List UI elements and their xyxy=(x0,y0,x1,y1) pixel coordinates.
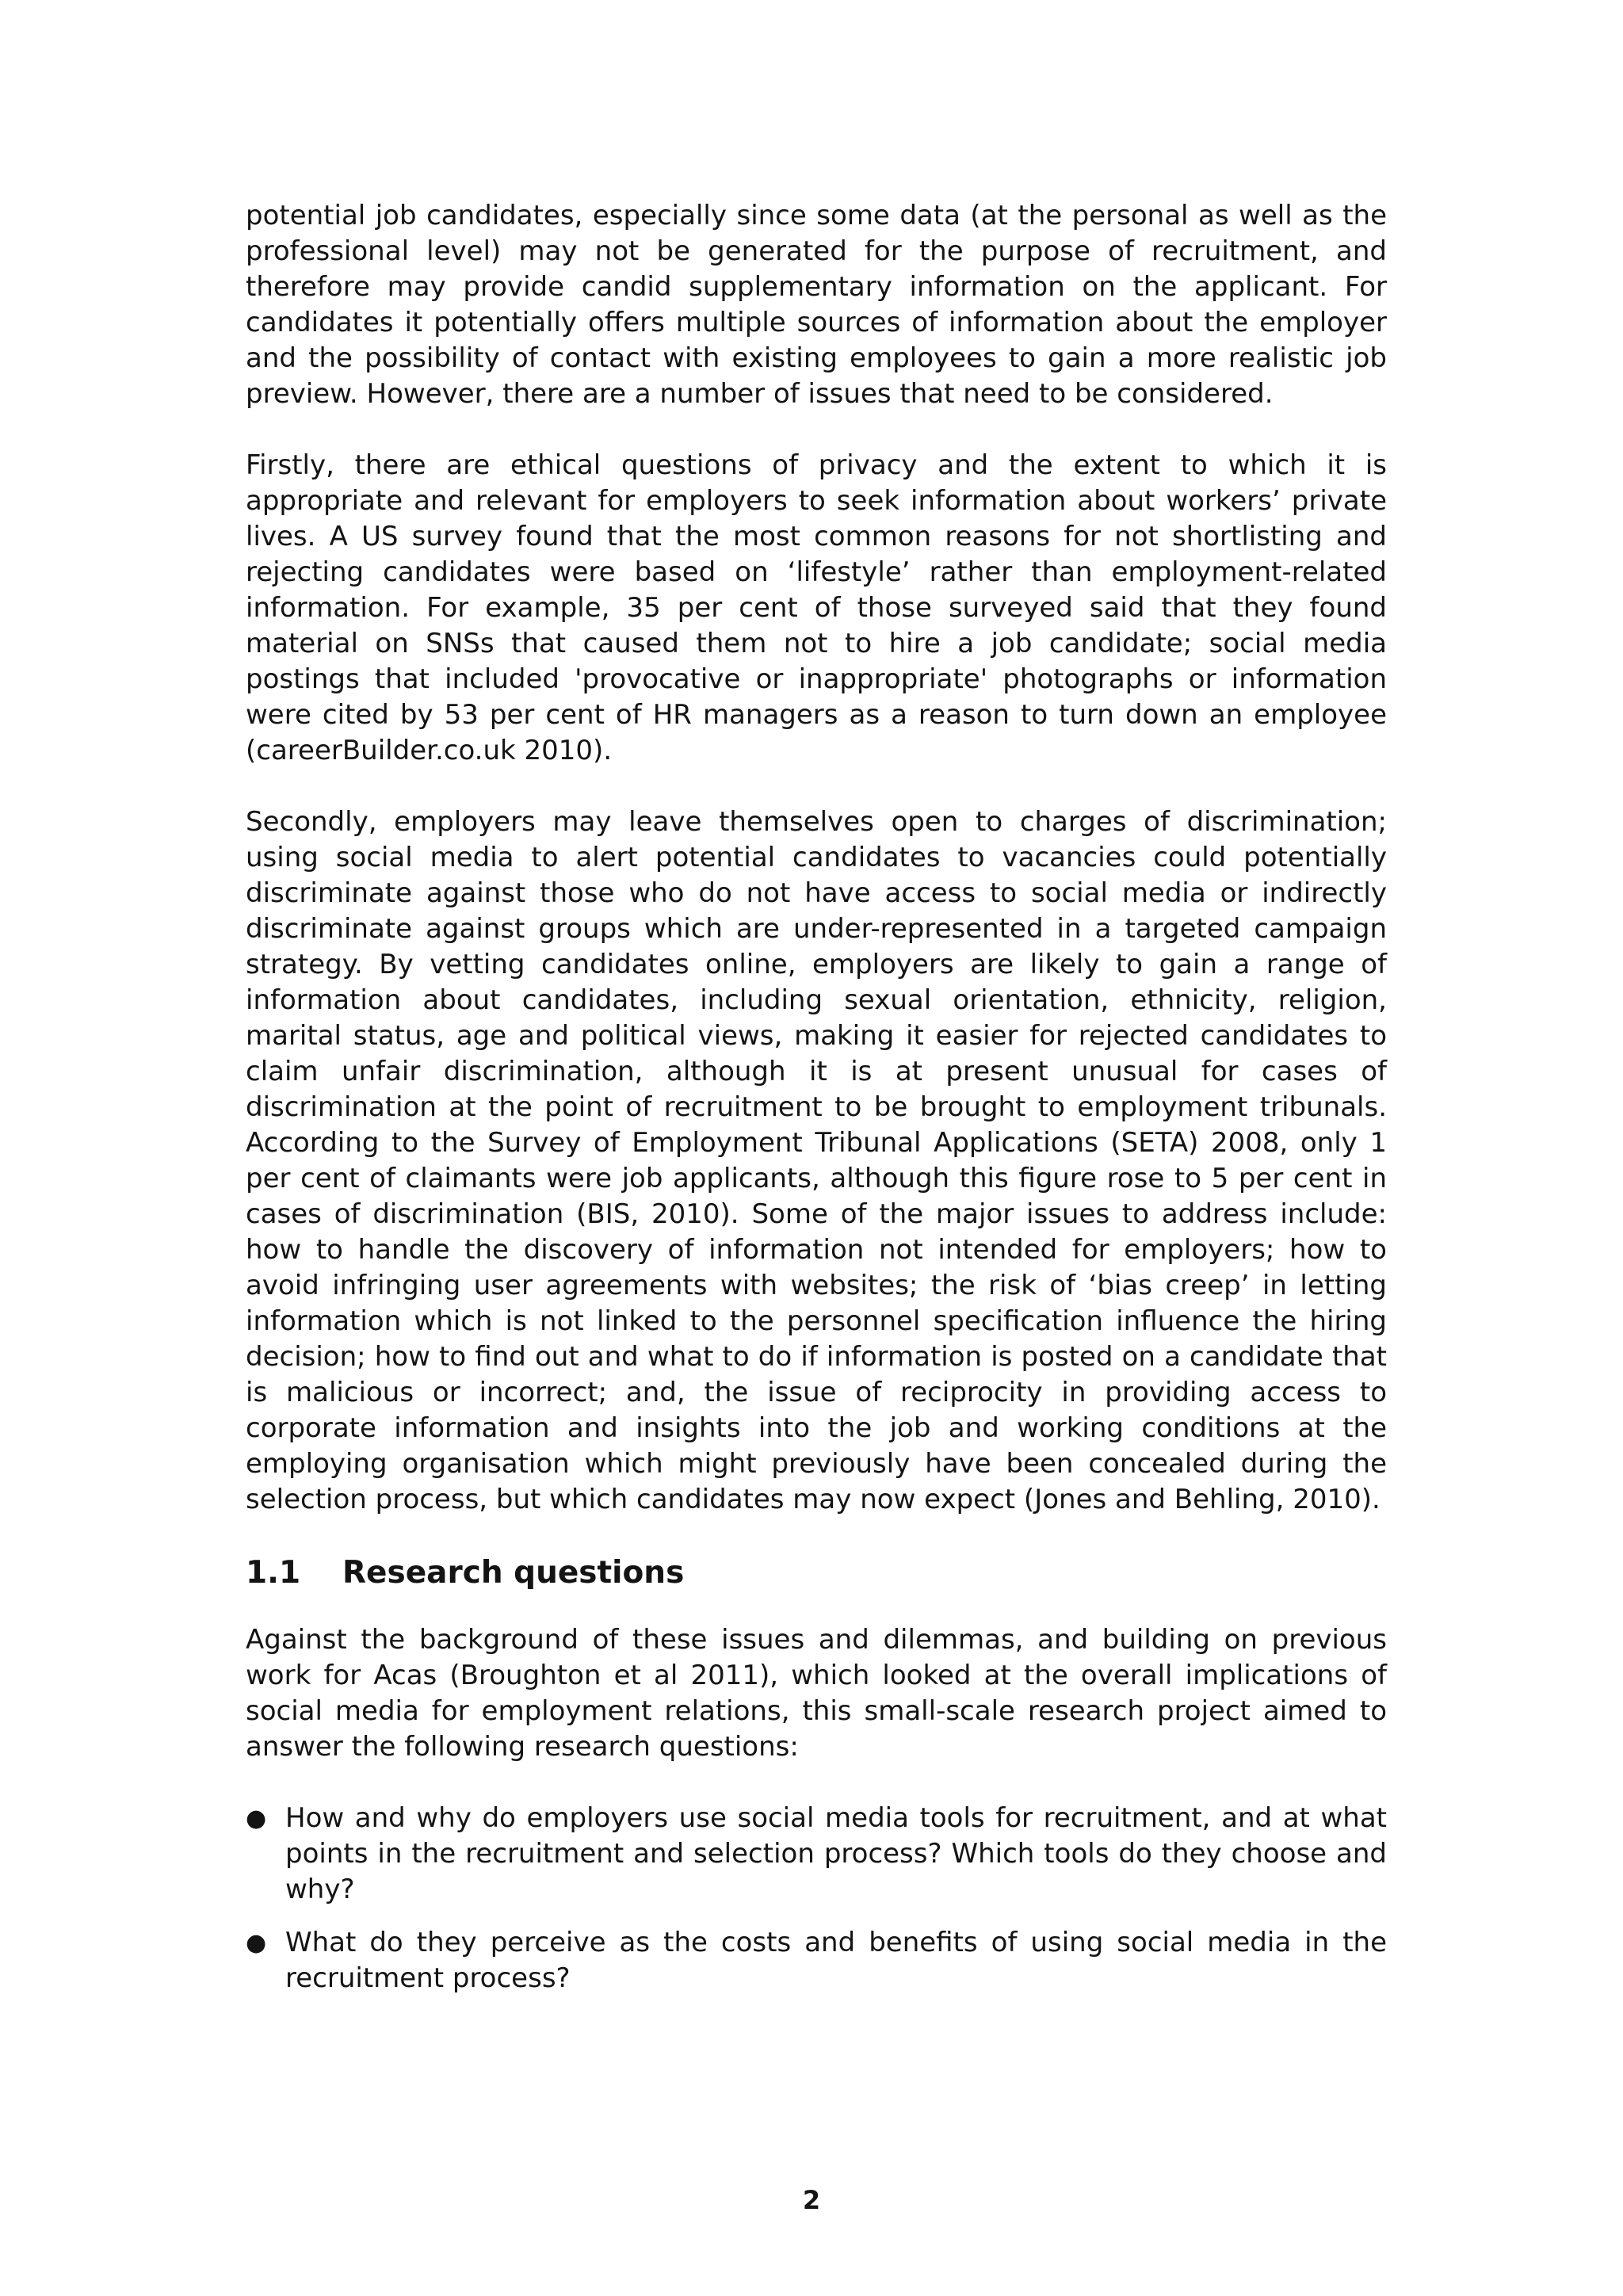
bullet-point-icon: ● xyxy=(246,1929,267,1957)
research-question-item xyxy=(246,1925,1387,1996)
section-title: Research questions xyxy=(342,1555,685,1591)
paragraph-discrimination-issues: Secondly, employers may leave themselves open to charges of discrimination; using social media to alert potential candidates to vacancies could potentially discriminate against those who do not have access to social media or indirectly discriminate against groups which are under-represented in a targeted campaign strategy. By vetting candidates online, employers are likely to gain a range of information about candidates, including sexual orientation, ethnicity, religion, marital status, age and political views, making it easier for rejected candidates to claim unfair discrimination, although it is at present unusual for cases of discrimination at the point of recruitment to be brought to employment tribunals. According to the Survey of Employment Tribunal Applications (SETA) 2008, only 1 per cent of claimants were job applicants, although this figure rose to 5 per cent in cases of discrimination (BIS, 2010). Some of the major issues to address include: how to handle the discovery of information not intended for employers; how to avoid infringing user agreements with websites; the risk of ‘bias creep’ in letting information which is not linked to the personnel specification influence the hiring decision; how to find out and what to do if information is posted on a candidate that is malicious or incorrect; and, the issue of reciprocity in providing access to corporate information and insights into the job and working conditions at the employing organisation which might previously have been concealed during the selection process, but which candidates may now expect (Jones and Behling, 2010). xyxy=(246,806,1387,1515)
research-questions-section xyxy=(246,1553,1387,1996)
research-question-list xyxy=(246,1801,1387,1996)
section-heading xyxy=(246,1553,1387,1593)
research-introduction: Against the background of these issues and dilemmas, and building on previous work for Acas (Broughton et al 2011), which looked at the overall implications of social media for employment relations, this small-scale research project aimed to answer the following research questions: xyxy=(246,1624,1387,1763)
research-question-text: How and why do employers use social media tools for recruitment, and at what points in the recruitment and selection process? Which tools do they choose and why? xyxy=(285,1802,1387,1905)
research-question-item xyxy=(246,1801,1387,1908)
paragraph-privacy-issues: Firstly, there are ethical questions of privacy and the extent to which it is appropriate and relevant for employers to seek information about workers’ private lives. A US survey found that the most common reasons for not shortlisting and rejecting candidates were based on ‘lifestyle’ rather than employment-related information. For example, 35 per cent of those surveyed said that they found material on SNSs that caused them not to hire a job candidate; social media postings that included 'provocative or inappropriate' photographs or information were cited by 53 per cent of HR managers as a reason to turn down an employee (careerBuilder.co.uk 2010). xyxy=(246,449,1387,766)
research-question-text: What do they perceive as the costs and benefits of using social media in the recruitment process? xyxy=(285,1927,1387,1994)
bullet-point-icon: ● xyxy=(246,1805,267,1832)
paragraph-candidate-information: potential job candidates, especially since some data (at the personal as well as the professional level) may not be generated for the purpose of recruitment, and therefore may provide candid supplementary information on the applicant. For candidates it potentially offers multiple sources of information about the employer and the possibility of contact with existing employees to gain a more realistic job preview. However, there are a number of issues that need to be considered. xyxy=(246,200,1387,410)
page-number: 2 xyxy=(802,2185,821,2215)
section-number: 1.1 xyxy=(246,1555,301,1591)
document-page xyxy=(246,198,1387,2014)
